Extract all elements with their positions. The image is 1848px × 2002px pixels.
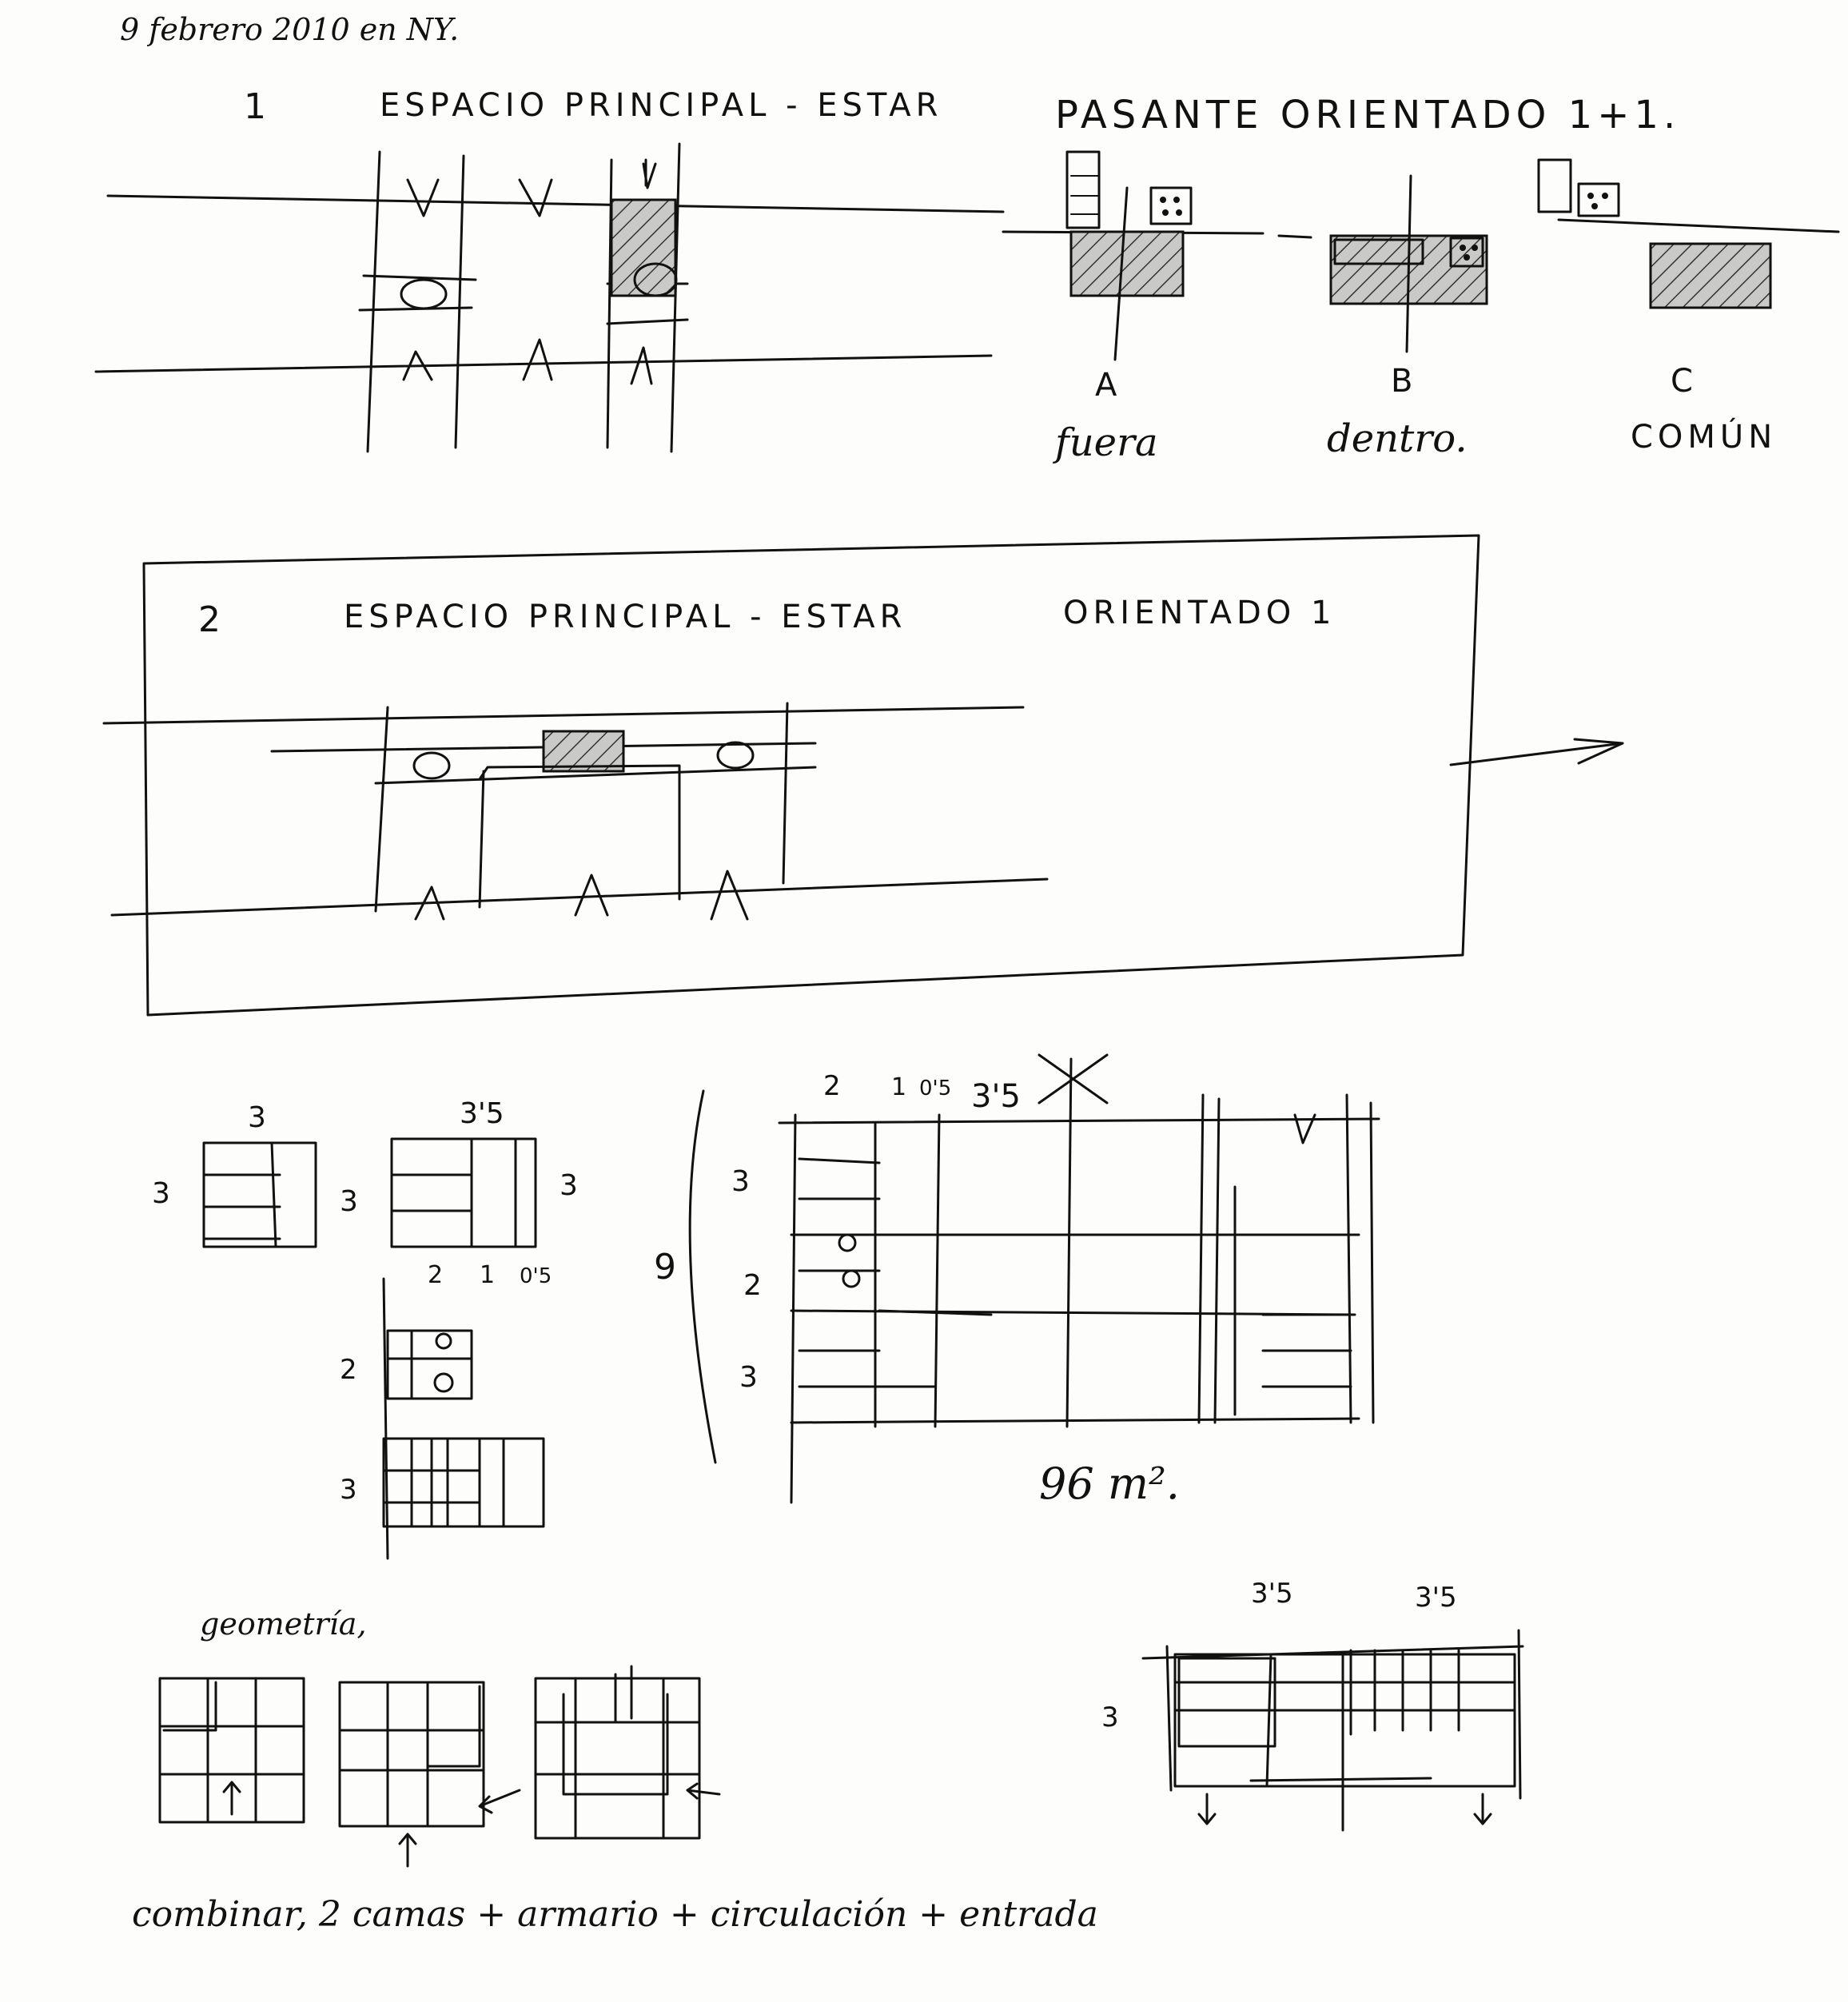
plan-overall-brace [690, 1091, 715, 1463]
plan-top-dim-2: 2 [823, 1070, 841, 1102]
small-plan-side-dim: 3 [1101, 1702, 1119, 1733]
option-c-letter: C [1671, 363, 1693, 400]
geometry-grid-1 [160, 1678, 304, 1822]
geometry-grid-2 [340, 1682, 520, 1866]
plan-row1-dim: 3 [731, 1165, 750, 1198]
option-b-label: dentro. [1327, 416, 1468, 461]
plan-top-dim-1: 1 [891, 1073, 907, 1101]
geometry-label: geometría, [200, 1606, 367, 1642]
small-plan-sketch [1143, 1630, 1523, 1830]
module4-side-dim: 3 [340, 1474, 357, 1506]
option-b-sketch [1279, 176, 1487, 352]
plan-row3-dim: 3 [739, 1361, 758, 1394]
small-plan-top-dim-b: 3'5 [1415, 1582, 1457, 1614]
module3-sketch [388, 1331, 472, 1399]
option-a-letter: A [1095, 367, 1117, 404]
module4-sketch [384, 1439, 544, 1526]
main-plan-sketch [779, 1055, 1379, 1502]
option-b-letter: B [1391, 363, 1413, 400]
option-c-sketch [1539, 160, 1838, 308]
option-a-sketch [1003, 152, 1263, 360]
plan-area: 96 m². [1039, 1459, 1180, 1509]
plan-top-dim-35: 3'5 [971, 1078, 1021, 1115]
section2-number: 2 [198, 599, 221, 640]
option-c-label: COMÚN [1631, 419, 1778, 456]
module2-dim-1: 1 [480, 1261, 496, 1289]
section2-sketch [104, 703, 1623, 919]
option-a-label: fuera [1055, 420, 1158, 465]
module1-top-dim: 3 [248, 1101, 266, 1134]
section1-number: 1 [244, 86, 266, 127]
module2-top-dim: 3'5 [460, 1097, 504, 1130]
module2-dim-2: 2 [428, 1261, 444, 1289]
footer-note: combinar, 2 camas + armario + circulación + entrada [132, 1894, 1098, 1935]
module2-dim-05: 0'5 [520, 1264, 552, 1288]
small-plan-top-dim-a: 3'5 [1251, 1578, 1293, 1610]
module2-right-dim: 3 [560, 1169, 578, 1202]
section2-title: ESPACIO PRINCIPAL - ESTAR [344, 599, 907, 635]
date-note: 9 febrero 2010 en NY. [120, 12, 460, 47]
module1-side-dim: 3 [152, 1177, 170, 1210]
module2-left-dim: 3 [340, 1185, 358, 1218]
plan-row2-dim: 2 [743, 1269, 762, 1302]
module2-sketch [384, 1139, 536, 1558]
module1-sketch [204, 1143, 316, 1247]
section1-title: ESPACIO PRINCIPAL - ESTAR [380, 87, 943, 124]
module3-side-dim: 2 [340, 1354, 357, 1386]
geometry-grid-3 [536, 1666, 719, 1838]
section2-title-suffix: ORIENTADO 1 [1063, 595, 1336, 631]
plan-overall-dim: 9 [654, 1247, 676, 1288]
plan-top-dim-05: 0'5 [919, 1077, 952, 1101]
section1-main-sketch [96, 144, 1003, 452]
section1-title-suffix: PASANTE ORIENTADO 1+1. [1055, 93, 1681, 137]
